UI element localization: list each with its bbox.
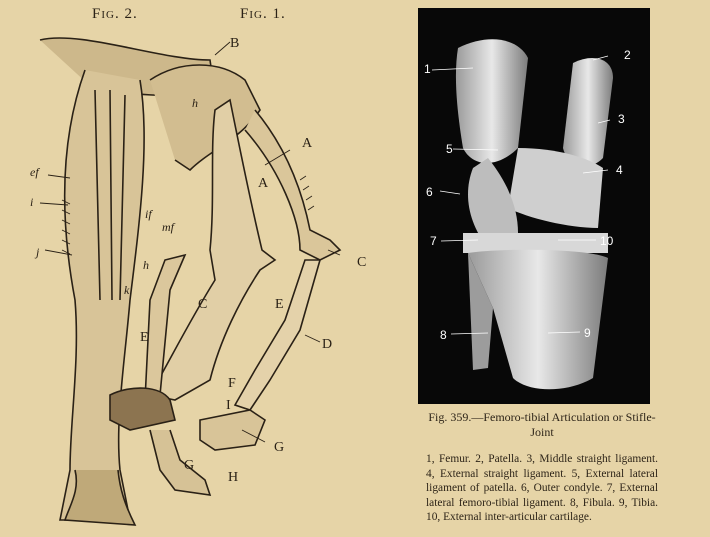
label-G1: G [184,458,195,473]
label-ef: ef [30,165,39,179]
stifle-joint-photo [418,8,650,404]
label-6: 6 [426,185,433,199]
fig2-label: Fig. 2. [92,6,138,22]
label-10: 10 [600,234,614,248]
caption-title: Fig. 359.—Femoro-tibial Articulation or Stifle-Joint [428,410,656,439]
label-4: 4 [616,163,623,177]
label-G2: G [274,440,285,455]
label-9: 9 [584,326,591,340]
label-H: H [228,470,239,485]
label-F: F [228,376,236,391]
label-3: 3 [618,112,625,126]
label-h: h [143,258,149,272]
label-h-top: h [192,96,198,110]
label-if: if [145,207,152,221]
label-mf: mf [162,220,174,234]
caption-legend: 1, Femur. 2, Patella. 3, Middle straight ligament. 4, External straight ligament. 5, External lateral ligament of patella. 6, Outer condyle. 7, External lateral femoro-tibial ligament. 8, Fibula. 9, Tibia. 10, External inter-articular cartilage. [426,453,658,524]
label-j: j [36,245,40,259]
label-k: k [124,283,130,297]
joint-illustration [418,8,650,404]
label-C1: C [357,255,367,270]
label-I: I [226,398,231,413]
label-8: 8 [440,328,447,342]
label-C2: C [198,297,208,312]
label-E2: E [275,297,284,312]
label-A1: A [302,136,313,151]
label-A2: A [258,176,269,191]
label-5: 5 [446,142,453,156]
label-E1: E [140,330,149,345]
label-D: D [322,337,333,352]
label-2: 2 [624,48,631,62]
fig1-label: Fig. 1. [240,6,286,22]
label-7: 7 [430,234,437,248]
figure-caption [426,410,658,525]
label-1: 1 [424,62,431,76]
label-B: B [230,36,240,51]
label-i: i [30,195,34,209]
